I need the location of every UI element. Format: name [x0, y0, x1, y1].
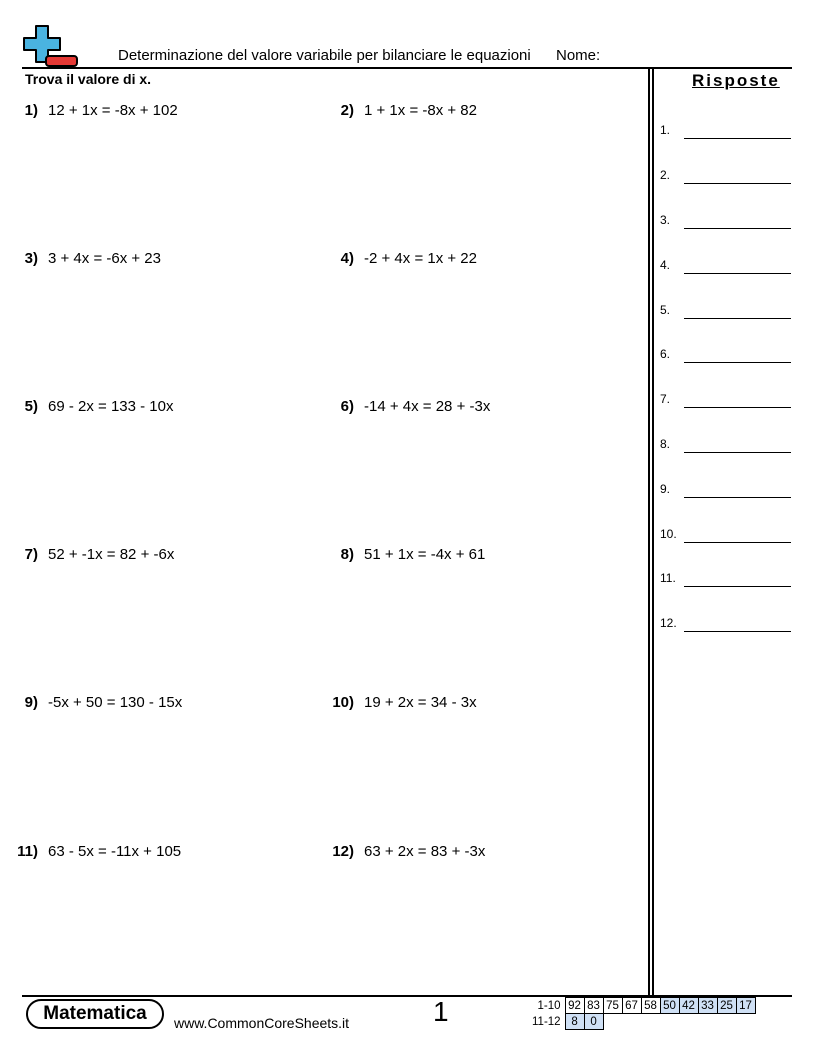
answer-number: 4.	[660, 258, 671, 272]
answer-blank[interactable]	[684, 273, 791, 274]
answer-blank[interactable]	[684, 407, 791, 408]
problem-equation: 52 + -1x = 82 + -6x	[48, 546, 175, 563]
header-divider	[22, 67, 792, 69]
answer-number: 11.	[660, 571, 676, 585]
answer-blank[interactable]	[684, 497, 791, 498]
problem-equation: 51 + 1x = -4x + 61	[364, 546, 486, 563]
plus-minus-logo-icon	[22, 24, 80, 68]
score-row-label: 11-12	[532, 1015, 561, 1028]
problem-item: 10) 19 + 2x = 34 - 3x	[332, 694, 477, 711]
problem-item: 9) -5x + 50 = 130 - 15x	[24, 694, 183, 711]
answer-blank[interactable]	[684, 362, 791, 363]
score-cell: 8	[565, 1014, 584, 1030]
problem-equation: -14 + 4x = 28 + -3x	[364, 398, 491, 415]
problem-item: 3) 3 + 4x = -6x + 23	[24, 250, 161, 267]
problem-equation: 3 + 4x = -6x + 23	[48, 250, 161, 267]
problem-item: 7) 52 + -1x = 82 + -6x	[24, 546, 175, 563]
answers-heading: Risposte	[692, 71, 780, 90]
column-divider	[648, 68, 650, 996]
answer-number: 9.	[660, 482, 671, 496]
column-divider	[652, 68, 654, 996]
score-cell: 25	[717, 998, 736, 1014]
answer-number: 1.	[660, 123, 671, 137]
score-cell: 67	[622, 998, 641, 1014]
answer-number: 2.	[660, 168, 671, 182]
problem-item: 11) 63 - 5x = -11x + 105	[17, 843, 182, 860]
problem-equation: 63 - 5x = -11x + 105	[48, 843, 182, 860]
instructions: Trova il valore di x.	[25, 71, 152, 87]
problem-equation: -2 + 4x = 1x + 22	[364, 250, 477, 267]
answer-number: 3.	[660, 213, 671, 227]
site-url: www.CommonCoreSheets.it	[174, 1015, 350, 1031]
problem-equation: -5x + 50 = 130 - 15x	[48, 694, 183, 711]
answer-number: 6.	[660, 347, 671, 361]
answer-blank[interactable]	[684, 452, 791, 453]
problem-equation: 63 + 2x = 83 + -3x	[364, 843, 486, 860]
score-row	[530, 1014, 755, 1030]
answer-blank[interactable]	[684, 228, 791, 229]
answer-blank[interactable]	[684, 183, 791, 184]
page-number: 1	[433, 996, 449, 1027]
answer-blank[interactable]	[684, 631, 791, 632]
score-cell: 83	[584, 998, 603, 1014]
problem-item: 6) -14 + 4x = 28 + -3x	[340, 398, 491, 415]
problem-equation: 1 + 1x = -8x + 82	[364, 102, 477, 119]
brand-badge: Matematica	[26, 999, 164, 1029]
answer-number: 10.	[660, 527, 677, 541]
answer-number: 8.	[660, 437, 671, 451]
score-cell: 50	[660, 998, 679, 1014]
problem-item: 1) 12 + 1x = -8x + 102	[24, 102, 178, 119]
problem-item: 4) -2 + 4x = 1x + 22	[340, 250, 477, 267]
score-cell: 33	[698, 998, 717, 1014]
score-cell: 92	[565, 998, 584, 1014]
problem-equation: 19 + 2x = 34 - 3x	[364, 694, 477, 711]
score-cell: 42	[679, 998, 698, 1014]
score-table	[530, 997, 756, 1030]
score-row-label: 1-10	[537, 999, 561, 1012]
problem-item: 5) 69 - 2x = 133 - 10x	[24, 398, 174, 415]
score-cell: 75	[603, 998, 622, 1014]
answer-blank[interactable]	[684, 586, 791, 587]
problem-item: 12) 63 + 2x = 83 + -3x	[332, 843, 486, 860]
answer-number: 12.	[660, 616, 677, 630]
problem-equation: 69 - 2x = 133 - 10x	[48, 398, 174, 415]
answer-number: 7.	[660, 392, 671, 406]
name-label: Nome:	[556, 47, 601, 64]
score-cell: 58	[641, 998, 660, 1014]
score-row	[530, 998, 755, 1014]
problem-item: 2) 1 + 1x = -8x + 82	[340, 102, 477, 119]
answer-number: 5.	[660, 303, 671, 317]
answer-blank[interactable]	[684, 138, 791, 139]
answer-blank[interactable]	[684, 318, 791, 319]
answer-blank[interactable]	[684, 542, 791, 543]
problem-equation: 12 + 1x = -8x + 102	[48, 102, 178, 119]
worksheet-title: Determinazione del valore variabile per bilanciare le equazioni	[118, 47, 531, 64]
score-cell: 0	[584, 1014, 603, 1030]
score-cell: 17	[736, 998, 755, 1014]
problem-item: 8) 51 + 1x = -4x + 61	[340, 546, 486, 563]
